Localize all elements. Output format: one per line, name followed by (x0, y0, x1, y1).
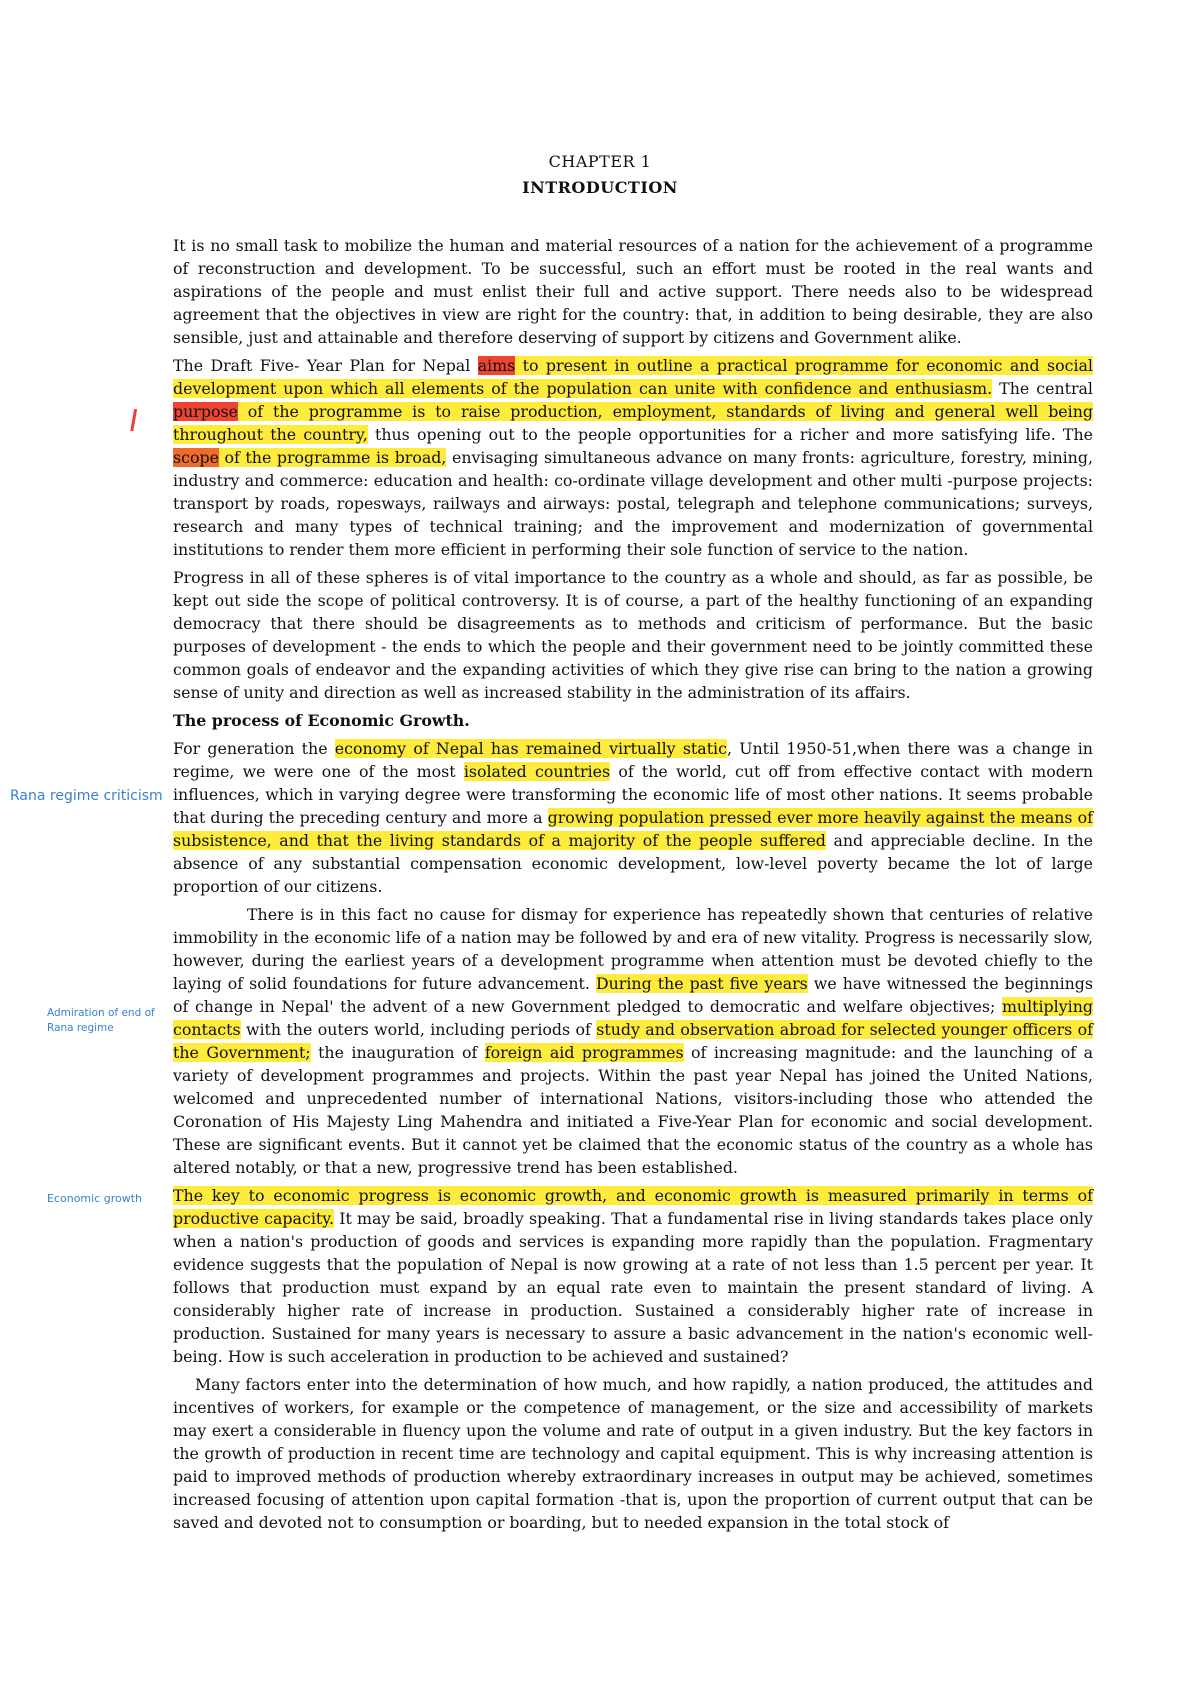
highlight-growing-population: growing population pressed ever more heavily against the means of subsistence, and that the living standards of a majority of the people suffered (173, 808, 1093, 850)
chapter-heading: INTRODUCTION (522, 178, 678, 197)
highlight-practical-programme: to present in outline a practical programme for economic and social development upon which all elements of the population can unite with confidence and enthusiasm. (173, 356, 1093, 398)
margin-note-admiration-line2: Rana regime (47, 1022, 114, 1034)
highlight-aims: aims (477, 356, 516, 375)
p5-text: the inauguration of (310, 1043, 485, 1062)
highlight-scope: scope (173, 448, 219, 467)
highlight-raise-production: of the programme is to raise production, employment, standards of living and general well being throughout the country, (173, 402, 1093, 444)
p4-text: and appreciable decline. In the absence of any substantial compensation economic development, low-level poverty became the lot of large proportion of our citizens. (173, 831, 1093, 896)
p6-text: It may be said, broadly speaking. That a fundamental rise in living standards takes place only when a nation's production of goods and services is expanding more rapidly than the population. Fragmentary evidence suggests that the population of Nepal is now growing at a rate of not less than 1.5 percent per year. It follows that production must expand by an equal rate even to maintain the present standard of living. A considerably higher rate of increase in production. Sustained a considerably higher rate of increase in production. Sustained for many years is necessary to assure a basic advancement in the nation's economic well-being. How is such acceleration in production to be achieved and sustained? (173, 1209, 1093, 1366)
p4-text: For generation the (173, 739, 335, 758)
p2-text: The Draft Five- Year Plan for Nepal (173, 356, 478, 375)
margin-note-admiration-line1: Admiration of end of (47, 1007, 155, 1019)
document-body (173, 234, 1093, 1539)
paragraph-5 (173, 903, 1093, 1179)
paragraph-7: Many factors enter into the determination of how much, and how rapidly, a nation produced, the attitudes and incentives of workers, for example or the competence of management, or the size and accessibility of markets may exert a considerable in fluency upon the volume and rate of output in a given industry. But the key factors in the growth of production in recent time are technology and capital equipment. This is why increasing attention is paid to improved methods of production whereby extraordinary increases in output may be achieved, sometimes increased focusing of attention upon capital formation -that is, upon the proportion of current output that can be saved and devoted not to consumption or boarding, but to needed expansion in the total stock of (173, 1375, 1093, 1532)
highlight-multiplying-contacts: multiplying contacts (173, 997, 1093, 1039)
highlight-economy-static: economy of Nepal has remained virtually static (334, 739, 727, 758)
p2-text: The central (992, 379, 1093, 398)
highlight-foreign-aid: foreign aid programmes (484, 1043, 684, 1062)
p4-text: , Until 1950-51,when there was a change in regime, we were one of the most (173, 739, 1093, 781)
margin-note-economic-growth: Economic growth (47, 1192, 143, 1205)
p5-text: we have witnessed the beginnings of change in Nepal' the advent of a new Government pledged to democratic and welfare objectives; (173, 974, 1094, 1016)
section-subheading: The process of Economic Growth. (173, 711, 470, 730)
chapter-label: CHAPTER 1 (548, 152, 652, 171)
highlight-study-abroad: study and observation abroad for selected younger officers of the Government; (173, 1020, 1093, 1062)
paragraph-1: It is no small task to mobilize the human and material resources of a nation for the achievement of a programme of reconstruction and development. To be successful, such an effort must be rooted in the real wants and aspirations of the people and must enlist their full and active support. There needs also to be widespread agreement that the objectives in view are right for the country: that, in addition to being desirable, they are also sensible, just and attainable and therefore deserving of support by citizens and Government alike. (173, 236, 1093, 347)
paragraph-2 (173, 354, 1093, 561)
highlight-purpose: purpose (173, 402, 238, 421)
margin-note-rana-criticism: Rana regime criticism (10, 788, 163, 804)
highlight-key-economic-progress: The key to economic progress is economic growth, and economic growth is measured primarily in terms of productive capacity. (173, 1186, 1093, 1228)
p2-text: envisaging simultaneous advance on many fronts: agriculture, forestry, mining, industry and commerce: education and health: co-ordinate village development and other multi -purpose projects: transport by roads, ropesways, railways and airways: postal, telegraph and telephone communications; surveys, research and many types of technical training; and the improvement and modernization of governmental institutions to render them more efficient in performing their sole function of service to the nation. (173, 448, 1093, 559)
p5-text: There is in this fact no cause for dismay for experience has repeatedly shown that centuries of relative immobility in the economic life of a nation may be followed by and era of new vitality. Progress is necessarily slow, however, during the earliest years of a development programme when attention must be devoted chiefly to the laying of solid foundations for future advancement. (173, 905, 1093, 993)
paragraph-3: Progress in all of these spheres is of vital importance to the country as a whole and should, as far as possible, be kept out side the scope of political controversy. It is of course, a part of the healthy functioning of an expanding democracy that there should be disagreements as to methods and criticism of performance. But the basic purposes of development - the ends to which the people and their government need to be jointly committed these common goals of endeavor and the expanding activities of which they give rise can bring to the nation a growing sense of unity and direction as well as increased stability in the administration of its affairs. (173, 568, 1093, 702)
highlight-scope-broad: of the programme is broad, (218, 448, 447, 467)
paragraph-4 (173, 737, 1093, 898)
highlight-past-five-years: During the past five years (595, 974, 808, 993)
highlight-isolated-countries: isolated countries (463, 762, 611, 781)
p5-text: of increasing magnitude: and the launching of a variety of development programmes and projects. Within the past year Nepal has joined the United Nations, welcomed and unprecedented number of international Nations, visitors-including those who attended the Coronation of His Majesty Ling Mahendra and initiated a Five-Year Plan for economic and social development. These are significant events. But it cannot yet be claimed that the economic status of the country as a whole has altered notably, or that a new, progressive trend has been established. (173, 1043, 1093, 1177)
margin-note-admiration (47, 1006, 167, 1036)
p4-text: of the world, cut off from effective contact with modern influences, which in varying degree were transforming the economic life of most other nations. It seems probable that during the preceding century and more a (173, 762, 1093, 827)
p5-text: with the outers world, including periods of (240, 1020, 597, 1039)
paragraph-6 (173, 1184, 1093, 1368)
p2-text: thus opening out to the people opportunities for a richer and more satisfying life. The (367, 425, 1093, 444)
red-annotation-mark: I (125, 404, 141, 439)
